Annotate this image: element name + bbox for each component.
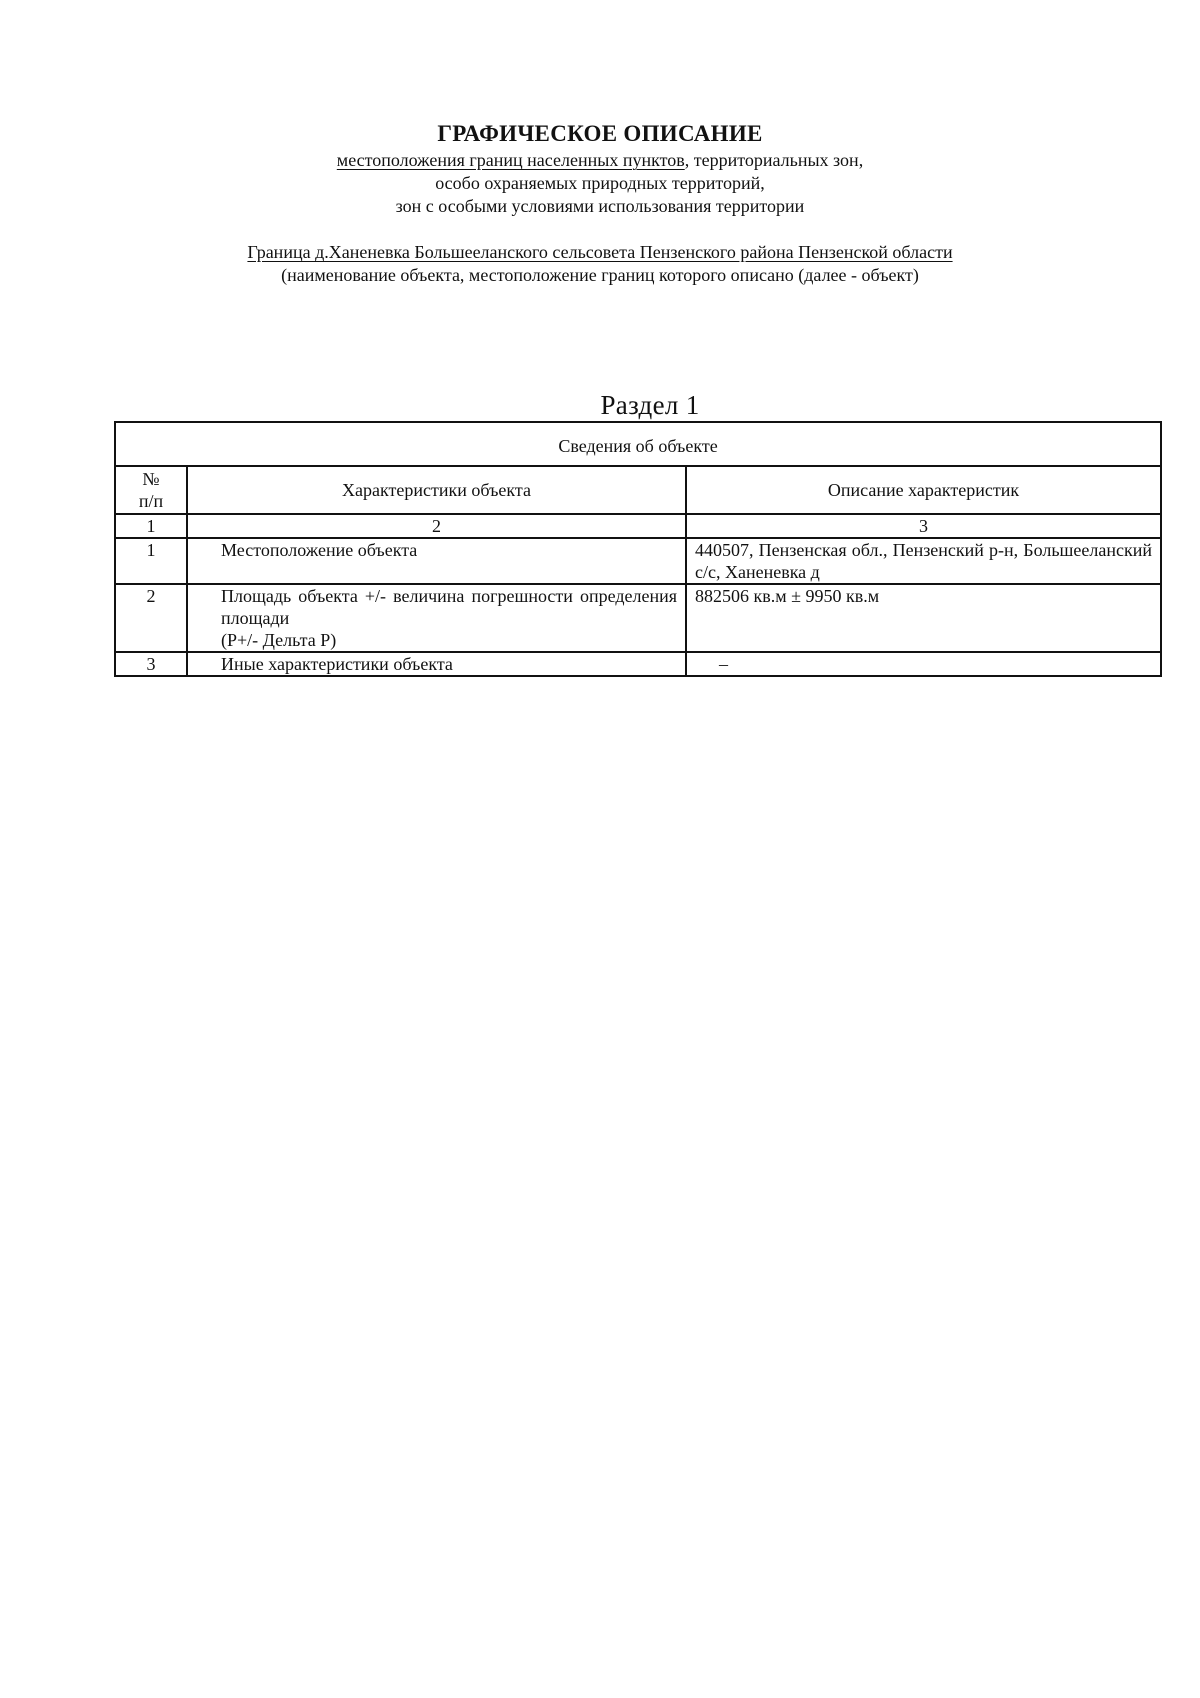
row-number: 1 (115, 538, 187, 584)
table-caption: Сведения об объекте (115, 422, 1161, 466)
row-characteristic-extra: (Р+/- Дельта Р) (221, 630, 337, 650)
table-caption-row (115, 422, 1161, 466)
object-note: (наименование объекта, местоположение границ которого описано (далее - объект) (281, 265, 919, 285)
subtitle-rest: , территориальных зон, (684, 150, 864, 170)
row-number: 2 (115, 584, 187, 652)
column-numbers-row (115, 514, 1161, 538)
subtitle-line-3: зон с особыми условиями использования территории (395, 196, 805, 216)
subtitle-line-2: особо охраняемых природных территорий, (435, 173, 765, 193)
row-description: 440507, Пензенская обл., Пензенский р-н, Большееланский с/с, Ханеневка д (686, 538, 1161, 584)
row-description: 882506 кв.м ± 9950 кв.м (686, 584, 1161, 652)
row-characteristic: Местоположение объекта (187, 538, 686, 584)
row-characteristic-cell (187, 584, 686, 652)
object-name: Граница д.Ханеневка Большееланского сельсовета Пензенского района Пензенской области (247, 242, 953, 262)
section-title: Раздел 1 (600, 390, 700, 420)
column-number-2: 2 (187, 514, 686, 538)
column-header-characteristic: Характеристики объекта (187, 466, 686, 514)
row-characteristic: Площадь объекта +/- величина погрешности определения площади (221, 586, 677, 628)
object-info-table (114, 421, 1162, 677)
column-header-description: Описание характеристик (686, 466, 1161, 514)
row-number: 3 (115, 652, 187, 676)
row-characteristic: Иные характеристики объекта (187, 652, 686, 676)
subtitle-line-1 (0, 149, 1200, 171)
document-title: ГРАФИЧЕСКОЕ ОПИСАНИЕ (437, 121, 763, 146)
table-row (115, 538, 1161, 584)
column-number-3: 3 (686, 514, 1161, 538)
table-row (115, 652, 1161, 676)
table-row (115, 584, 1161, 652)
column-header-number: № п/п (115, 466, 187, 514)
column-number-1: 1 (115, 514, 187, 538)
row-description: – (686, 652, 1161, 676)
table-header-row (115, 466, 1161, 514)
subtitle-underlined: местоположения границ населенных пунктов (336, 150, 685, 170)
object-name-line (0, 241, 1200, 263)
